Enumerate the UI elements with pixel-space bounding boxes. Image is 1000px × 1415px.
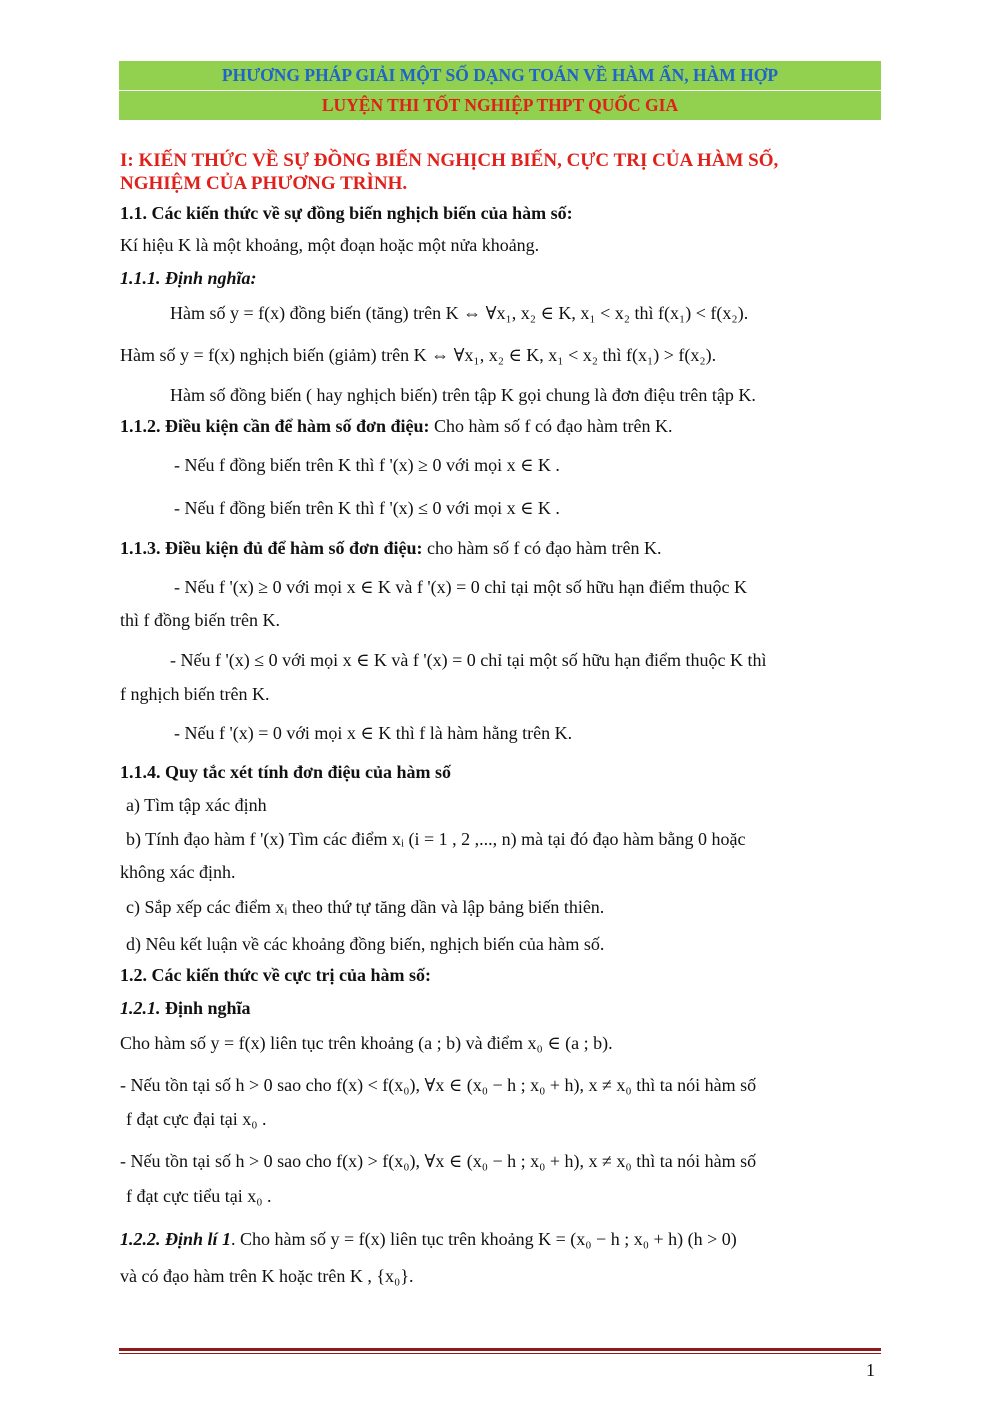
definition-increasing: Hàm số y = f(x) đồng biến (tăng) trên K ⇔ ∀x₁, x₂ ∈ K, x₁ < x₂ thì f(x₁) < f(x₂). (170, 303, 749, 323)
local-max-line-2: f đạt cực đại tại x₀ . (126, 1109, 267, 1129)
heading-1-1-3-title: 1.1.3. Điều kiện đủ để hàm số đơn điệu: (120, 538, 423, 558)
rule-step-d: d) Nêu kết luận về các khoảng đồng biến, nghịch biến của hàm số. (126, 934, 605, 954)
extremum-definition-intro: Cho hàm số y = f(x) liên tục trên khoảng (a ; b) và điểm x₀ ∈ (a ; b). (120, 1033, 613, 1053)
sufficient-condition-2a: - Nếu f '(x) ≤ 0 với mọi x ∈ K và f '(x) = 0 chỉ tại một số hữu hạn điểm thuộc K thì (170, 650, 767, 670)
theorem-1-title: 1.2.2. Định lí 1 (120, 1229, 232, 1249)
header-title-line-2: LUYỆN THI TỐT NGHIỆP THPT QUỐC GIA (321, 95, 679, 115)
paragraph-intro: Kí hiệu K là một khoảng, một đoạn hoặc một nửa khoảng. (120, 235, 540, 255)
footer-rule-thick (119, 1348, 881, 1351)
definition-decreasing: Hàm số y = f(x) nghịch biến (giảm) trên K ⇔ ∀x₁, x₂ ∈ K, x₁ < x₂ thì f(x₁) > f(x₂). (120, 345, 717, 365)
rule-step-b-line-2: không xác định. (120, 862, 236, 882)
sufficient-condition-1a: - Nếu f '(x) ≥ 0 với mọi x ∈ K và f '(x) = 0 chỉ tại một số hữu hạn điểm thuộc K (174, 577, 748, 597)
sufficient-condition-3: - Nếu f '(x) = 0 với mọi x ∈ K thì f là hàm hằng trên K. (174, 723, 573, 743)
theorem-1-line-1 (120, 1228, 737, 1250)
heading-1-1-1: 1.1.1. Định nghĩa: (120, 268, 257, 288)
local-min-line-2: f đạt cực tiểu tại x₀ . (126, 1186, 272, 1206)
sufficient-condition-1b: thì f đồng biến trên K. (120, 610, 280, 630)
page-number: 1 (866, 1360, 875, 1380)
local-max-line-1: - Nếu tồn tại số h > 0 sao cho f(x) < f(x₀), ∀x ∈ (x₀ − h ; x₀ + h), x ≠ x₀ thì ta nói hàm số (120, 1075, 757, 1095)
sufficient-condition-2b: f nghịch biến trên K. (120, 684, 270, 704)
document-header-banner (119, 61, 881, 120)
header-title-line-1: PHƯƠNG PHÁP GIẢI MỘT SỐ DẠNG TOÁN VỀ HÀM ẨN, HÀM HỢP (119, 61, 881, 91)
section-title-line-1: I: KIẾN THỨC VỀ SỰ ĐỒNG BIẾN NGHỊCH BIẾN, CỰC TRỊ CỦA HÀM SỐ, (120, 150, 779, 171)
heading-1-1-2-title: 1.1.2. Điều kiện cần để hàm số đơn điệu: (120, 416, 430, 436)
heading-1-1-2-text: Cho hàm số f có đạo hàm trên K. (429, 416, 673, 436)
heading-1-1-3 (120, 537, 661, 559)
rule-step-c: c) Sắp xếp các điểm xᵢ theo thứ tự tăng dần và lập bảng biến thiên. (126, 897, 605, 917)
heading-1-1-2 (120, 415, 672, 437)
necessary-condition-2: - Nếu f đồng biến trên K thì f '(x) ≤ 0 với mọi x ∈ K . (174, 498, 560, 518)
necessary-condition-1: - Nếu f đồng biến trên K thì f '(x) ≥ 0 với mọi x ∈ K . (174, 455, 560, 475)
rule-step-b-line-1: b) Tính đạo hàm f '(x) Tìm các điểm xᵢ (i = 1 , 2 ,..., n) mà tại đó đạo hàm bằng 0 hoặc (126, 829, 746, 849)
heading-1-2-1-title: Định nghĩa (160, 998, 251, 1018)
rule-step-a: a) Tìm tập xác định (126, 795, 267, 815)
heading-1-1-3-text: cho hàm số f có đạo hàm trên K. (422, 538, 662, 558)
heading-1-2-1-number: 1.2.1. (120, 998, 161, 1018)
heading-1-2: 1.2. Các kiến thức về cực trị của hàm số: (120, 965, 432, 985)
section-title-line-2: NGHIỆM CỦA PHƯƠNG TRÌNH. (120, 173, 408, 194)
theorem-1-text: . Cho hàm số y = f(x) liên tục trên khoảng K = (x₀ − h ; x₀ + h) (h > 0) (231, 1229, 737, 1249)
theorem-1-line-2: và có đạo hàm trên K hoặc trên K , {x₀}. (120, 1266, 414, 1286)
local-min-line-1: - Nếu tồn tại số h > 0 sao cho f(x) > f(x₀), ∀x ∈ (x₀ − h ; x₀ + h), x ≠ x₀ thì ta nói hàm số (120, 1151, 757, 1171)
footer-rule-thin (119, 1353, 881, 1354)
heading-1-2-1 (120, 997, 251, 1019)
heading-1-1: 1.1. Các kiến thức về sự đồng biến nghịch biến của hàm số: (120, 203, 573, 223)
heading-1-1-4: 1.1.4. Quy tắc xét tính đơn điệu của hàm số (120, 762, 452, 782)
definition-monotonic: Hàm số đồng biến ( hay nghịch biến) trên tập K gọi chung là đơn điệu trên tập K. (170, 385, 756, 405)
